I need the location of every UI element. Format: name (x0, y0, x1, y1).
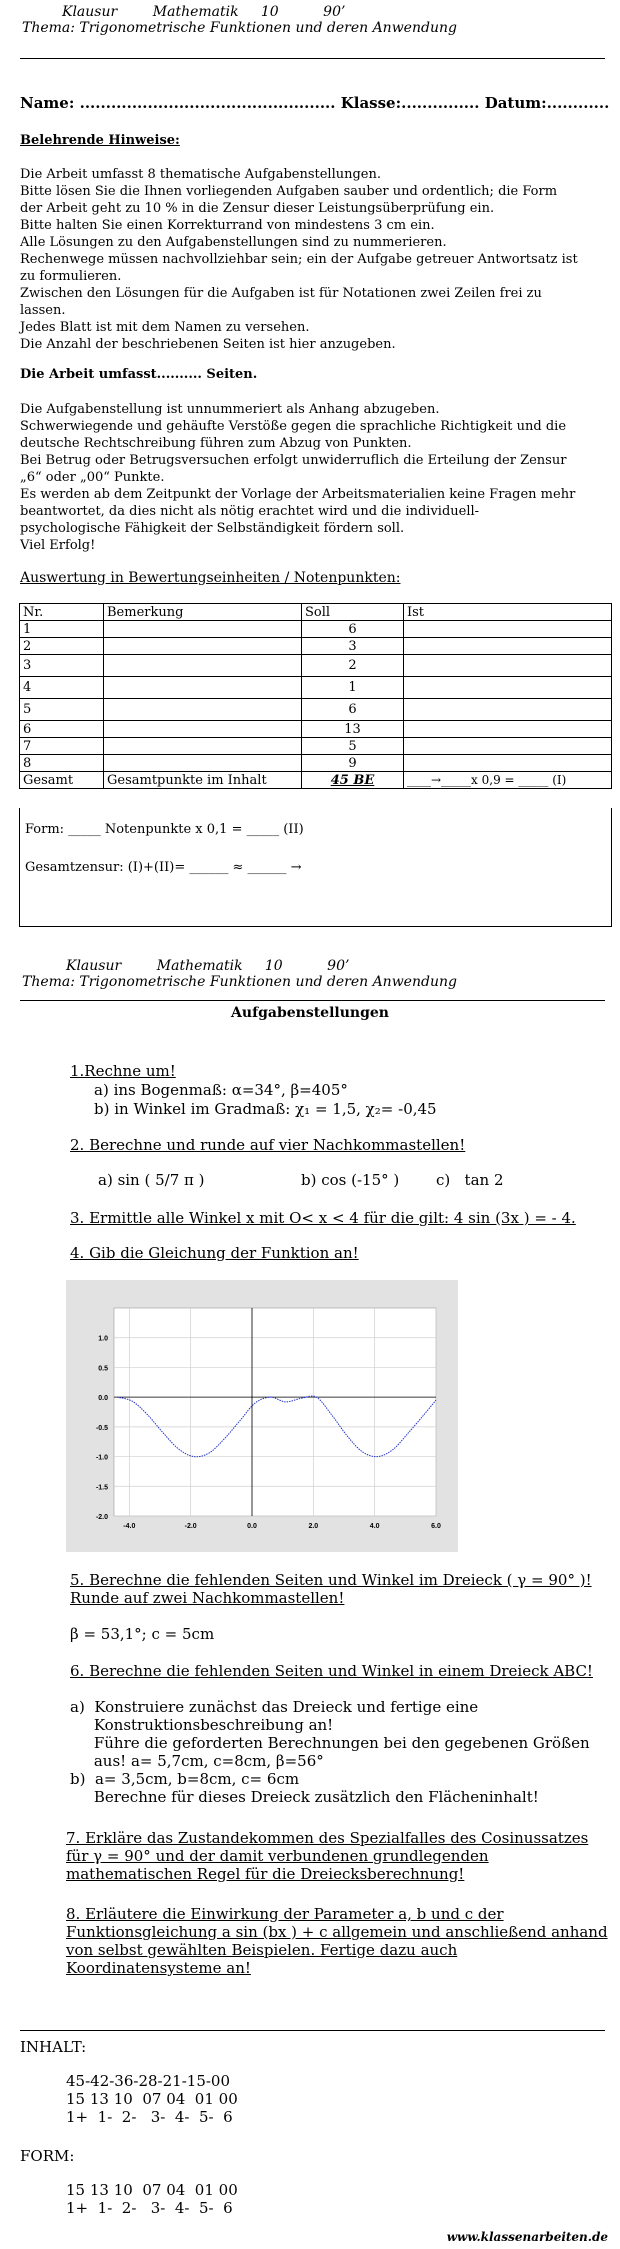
task-1: 1.Rechne um! (70, 1062, 176, 1080)
y-tick-label: -1.0 (95, 1454, 108, 1462)
header-topic: Thema: Trigonometrische Funktionen und deren Anwendung (22, 20, 457, 36)
hint-line: Viel Erfolg! (20, 538, 96, 553)
total-soll: 45 BE (302, 772, 404, 789)
divider (20, 1000, 605, 1001)
row-nr: 1 (20, 621, 104, 638)
task-2c: c) tan 2 (436, 1171, 504, 1189)
header-cell: Bemerkung (104, 604, 302, 621)
task-6: 6. Berechne die fehlenden Seiten und Winkel in einem Dreieck ABC! (70, 1662, 593, 1680)
y-tick-label: 1.0 (98, 1335, 108, 1343)
row-soll: 6 (302, 621, 404, 638)
task-2b: b) cos (-15° ) (301, 1171, 400, 1189)
task-6a-line: a) Konstruiere zunächst das Dreieck und fertige eine (70, 1698, 479, 1716)
hint-line: Es werden ab dem Zeitpunkt der Vorlage der Arbeitsmaterialien keine Fragen mehr (20, 487, 576, 502)
task-2a: a) sin ( 5/7 π ) (98, 1171, 205, 1189)
y-tick-label: 0.5 (98, 1365, 108, 1373)
row-soll: 3 (302, 638, 404, 655)
header-cell: Nr. (20, 604, 104, 621)
task-6a (70, 1698, 590, 1806)
tasks-title: Aufgabenstellungen (231, 1005, 389, 1021)
inhalt-scale (66, 2072, 238, 2126)
hint-line: deutsche Rechtschreibung führen zum Abzug von Punkten. (20, 436, 412, 451)
task-5-round: Runde auf zwei Nachkommastellen! (70, 1589, 345, 1607)
task-5-given: β = 53,1°; c = 5cm (70, 1625, 215, 1643)
task-1b: b) in Winkel im Gradmaß: χ₁ = 1,5, χ₂= -0,45 (94, 1100, 437, 1118)
scale-line: 1+ 1- 2- 3- 4- 5- 6 (66, 2199, 233, 2217)
divider (20, 2030, 605, 2031)
hint-line: Rechenwege müssen nachvollziehbar sein; ein der Aufgabe getreuer Antwortsatz ist (20, 252, 578, 267)
row-soll: 1 (302, 677, 404, 699)
scale-line: 1+ 1- 2- 3- 4- 5- 6 (66, 2108, 233, 2126)
y-tick-label: -1.5 (95, 1484, 108, 1492)
x-tick-label: 4.0 (369, 1523, 380, 1530)
hints-block-2 (20, 401, 610, 554)
hint-line: Jedes Blatt ist mit dem Namen zu versehen. (20, 320, 310, 335)
hint-line: Schwerwiegende und gehäufte Verstöße gegen die sprachliche Richtigkeit und die (20, 419, 567, 434)
header-meta: Klausur Mathematik 10 90’ (62, 4, 346, 20)
row-soll: 9 (302, 755, 404, 772)
hint-line: Bitte halten Sie einen Korrekturrand von mindestens 3 cm ein. (20, 218, 435, 233)
row-nr: 8 (20, 755, 104, 772)
form-label: FORM: (20, 2147, 75, 2165)
hint-line: Die Anzahl der beschriebenen Seiten ist hier anzugeben. (20, 337, 396, 352)
table-row (20, 638, 612, 655)
header-meta: Klausur Mathematik 10 90’ (66, 958, 350, 974)
total-desc: Gesamtpunkte im Inhalt (104, 772, 302, 789)
grade-calc-box (19, 808, 612, 927)
y-tick-label: -2.0 (95, 1514, 108, 1521)
hint-line: psychologische Fähigkeit der Selbständigkeit fördern soll. (20, 521, 405, 536)
header-topic: Thema: Trigonometrische Funktionen und deren Anwendung (22, 974, 457, 990)
scale-line: 15 13 10 07 04 01 00 (66, 2090, 238, 2108)
row-nr: 2 (20, 638, 104, 655)
footer-url: www.klassenarbeiten.de (446, 2230, 608, 2244)
name-line: Name: ................................................. Klasse:............... Datum:............ (20, 94, 610, 112)
task-6b-line: Berechne für dieses Dreieck zusätzlich den Flächeninhalt! (70, 1788, 539, 1806)
x-tick-label: 0.0 (247, 1523, 257, 1530)
task-8-line: Koordinatensysteme an! (66, 1959, 251, 1977)
task-7-line: mathematischen Regel für die Dreiecksberechnung! (66, 1865, 465, 1883)
divider (20, 58, 605, 59)
x-tick-label: 6.0 (431, 1523, 441, 1530)
table-row (20, 699, 612, 721)
task-8-line: Funktionsgleichung a sin (bx ) + c allgemein und anschließend anhand (66, 1923, 608, 1941)
y-tick-label: 0.0 (98, 1395, 108, 1403)
header-cell: Soll (302, 604, 404, 621)
task-7-line: 7. Erkläre das Zustandekommen des Spezialfalles des Cosinussatzes (66, 1829, 589, 1847)
plot-area (114, 1308, 436, 1516)
row-nr: 7 (20, 738, 104, 755)
task-8-line: 8. Erläutere die Einwirkung der Parameter a, b und c der (66, 1905, 504, 1923)
task-2: 2. Berechne und runde auf vier Nachkommastellen! (70, 1136, 466, 1154)
total-label: Gesamt (20, 772, 104, 789)
row-soll: 13 (302, 721, 404, 738)
hint-line: lassen. (20, 303, 66, 318)
row-soll: 5 (302, 738, 404, 755)
hints-title: Belehrende Hinweise: (20, 133, 180, 148)
task-6b-line: b) a= 3,5cm, b=8cm, c= 6cm (70, 1770, 300, 1788)
row-nr: 3 (20, 655, 104, 677)
hint-line: „6“ oder „00“ Punkte. (20, 470, 165, 485)
task-6a-line: aus! a= 5,7cm, c=8cm, β=56° (70, 1752, 324, 1770)
hints-block (20, 166, 610, 353)
scale-line: 45-42-36-28-21-15-00 (66, 2072, 231, 2090)
row-nr: 4 (20, 677, 104, 699)
inhalt-label: INHALT: (20, 2038, 87, 2056)
hint-line: Die Aufgabenstellung ist unnummeriert als Anhang abzugeben. (20, 402, 440, 417)
task-8-line: von selbst gewählten Beispielen. Fertige dazu auch (66, 1941, 458, 1959)
table-header-row (20, 604, 612, 621)
table-row (20, 738, 612, 755)
table-row (20, 755, 612, 772)
task-6a-line: Führe die geforderten Berechnungen bei den gegebenen Größen (70, 1734, 590, 1752)
x-tick-label: -2.0 (184, 1523, 197, 1530)
table-row (20, 721, 612, 738)
table-row (20, 655, 612, 677)
hint-line: Bitte lösen Sie die Ihnen vorliegenden Aufgaben sauber und ordentlich; die Form (20, 184, 558, 199)
row-nr: 6 (20, 721, 104, 738)
task-7 (66, 1829, 588, 1883)
form-scale (66, 2181, 238, 2217)
task-3: 3. Ermittle alle Winkel x mit O< x < 4 für die gilt: 4 sin (3x ) = - 4. (70, 1209, 576, 1227)
row-nr: 5 (20, 699, 104, 721)
table-row (20, 677, 612, 699)
hint-line: Bei Betrug oder Betrugsversuchen erfolgt unwiderruflich die Erteilung der Zensur (20, 453, 567, 468)
grading-title: Auswertung in Bewertungseinheiten / Notenpunkten: (20, 570, 401, 586)
form-line: Form: _____ Notenpunkte x 0,1 = _____ (II) (25, 822, 304, 837)
hint-line: der Arbeit geht zu 10 % in die Zensur dieser Leistungsüberprüfung ein. (20, 201, 495, 216)
hint-line: Die Arbeit umfasst 8 thematische Aufgabenstellungen. (20, 167, 382, 182)
function-chart (66, 1280, 458, 1552)
task-7-line: für γ = 90° und der damit verbundenen grundlegenden (66, 1847, 489, 1865)
scale-line: 15 13 10 07 04 01 00 (66, 2181, 238, 2199)
x-tick-label: -4.0 (123, 1523, 136, 1530)
task-8 (66, 1905, 608, 1977)
hint-line: zu formulieren. (20, 269, 122, 284)
task-5: 5. Berechne die fehlenden Seiten und Winkel im Dreieck ( γ = 90° )! (70, 1571, 592, 1589)
hint-line: beantwortet, da dies nicht als nötig erachtet wird und die individuell- (20, 504, 480, 519)
hint-line: Zwischen den Lösungen für die Aufgaben ist für Notationen zwei Zeilen frei zu (20, 286, 542, 301)
total-formula: ____→_____x 0,9 = _____ (I) (404, 772, 612, 789)
function-chart-svg (66, 1280, 458, 1552)
x-tick-label: 2.0 (308, 1523, 319, 1530)
hint-line: Alle Lösungen zu den Aufgabenstellungen sind zu nummerieren. (20, 235, 447, 250)
task-6a-line: Konstruktionsbeschreibung an! (70, 1716, 334, 1734)
table-row (20, 621, 612, 638)
row-soll: 6 (302, 699, 404, 721)
y-tick-label: -0.5 (95, 1424, 108, 1432)
header-cell: Ist (404, 604, 612, 621)
task-4: 4. Gib die Gleichung der Funktion an! (70, 1244, 359, 1262)
table-total-row (20, 772, 612, 789)
grading-table (19, 603, 612, 789)
row-soll: 2 (302, 655, 404, 677)
task-1a: a) ins Bogenmaß: α=34°, β=405° (94, 1081, 348, 1099)
total-grade-line: Gesamtzensur: (I)+(II)= ______ ≈ ______ → (25, 860, 302, 875)
pages-count: Die Arbeit umfasst.......... Seiten. (20, 367, 258, 382)
